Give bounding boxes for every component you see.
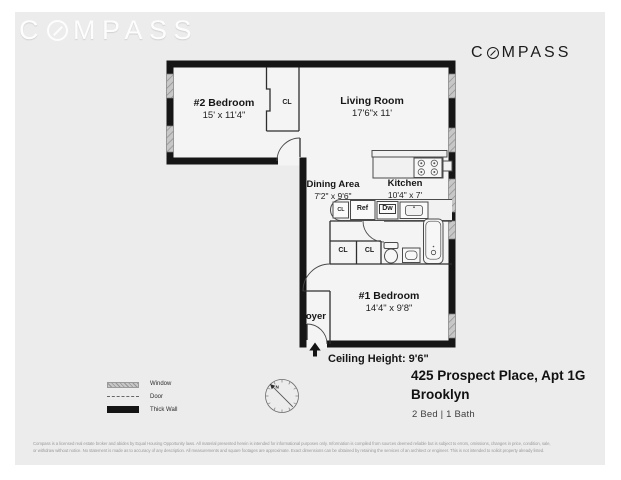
closet-label: CL xyxy=(364,247,375,254)
logo-text-c: C xyxy=(471,44,486,61)
compass-north-label: N xyxy=(275,384,279,390)
disclaimer-line2: or withdraw without notice. No statement is made as to accuracy of any description. All measurements and square footages are approximate. Exact dimensions can be obtained by retaining the services of an architect or engineer. This is not intended to solicit property already listed. xyxy=(33,448,545,454)
window xyxy=(449,314,456,338)
legend-window-swatch xyxy=(107,382,139,388)
counter-top xyxy=(372,151,447,158)
address-line1: 425 Prospect Place, Apt 1G xyxy=(411,368,586,383)
room-label-bedroom2 xyxy=(168,97,280,122)
closet-label: CL xyxy=(338,247,348,254)
room-name: #2 Bedroom xyxy=(193,97,255,109)
room-name: Dining Area xyxy=(306,179,360,190)
fridge-label: Ref xyxy=(356,205,369,212)
room-dims: 7'2" x 9'6" xyxy=(314,191,352,201)
room-name: #1 Bedroom xyxy=(358,290,420,302)
legend-window-label: Window xyxy=(150,381,172,387)
room-label-dining xyxy=(301,179,365,202)
hall-opening xyxy=(278,157,300,166)
room-dims: 10'4" x 7' xyxy=(387,190,423,200)
address-line2: Brooklyn xyxy=(411,387,470,402)
disclaimer xyxy=(33,440,593,454)
window xyxy=(449,128,456,152)
room-dims: 15' x 11'4" xyxy=(202,110,246,121)
ceiling-height-note: Ceiling Height: 9'6" xyxy=(328,353,429,365)
bathtub xyxy=(424,219,444,264)
legend-door-label: Door xyxy=(150,393,164,400)
room-label-kitchen xyxy=(373,178,437,201)
closet-label: CL xyxy=(282,99,292,106)
window xyxy=(449,74,456,98)
room-name: Kitchen xyxy=(387,178,423,189)
window xyxy=(167,126,174,152)
counter-joint xyxy=(443,161,452,171)
room-label-bedroom1 xyxy=(330,290,448,315)
legend-thick-wall-label: Thick Wall xyxy=(150,406,178,413)
room-dims: 14'4" x 9'8" xyxy=(365,303,413,314)
room-label-foyer: Foyer xyxy=(300,311,326,322)
window xyxy=(449,221,456,239)
stove xyxy=(414,158,442,178)
room-label-living xyxy=(316,95,428,120)
bed-bath-summary: 2 Bed | 1 Bath xyxy=(412,409,475,420)
window xyxy=(167,74,174,98)
bath-sink xyxy=(403,248,421,263)
legend-thick-wall-swatch xyxy=(107,406,139,413)
legend-door-swatch xyxy=(107,396,139,397)
logo-text-mpass: MPASS xyxy=(501,44,572,61)
compass-rose-icon xyxy=(266,380,299,413)
room-name: Living Room xyxy=(340,95,404,107)
watermark-text-c: C xyxy=(19,15,45,45)
watermark-text-mpass: MPASS xyxy=(73,15,199,45)
toilet xyxy=(384,243,398,264)
dishwasher-label: Dw xyxy=(377,204,398,214)
disclaimer-line1: Compass is a licensed real estate broker and abides by Equal Housing Opportunity laws. All material presented herein is intended for informational purposes only. Information is compiled from sources deemed reliable but is subject to errors, omissions, changes in price, condition, sale, xyxy=(33,441,551,446)
kitchen-sink xyxy=(400,202,428,219)
closet-label: CL xyxy=(337,206,345,213)
room-dims: 17'6"x 11' xyxy=(351,108,393,119)
